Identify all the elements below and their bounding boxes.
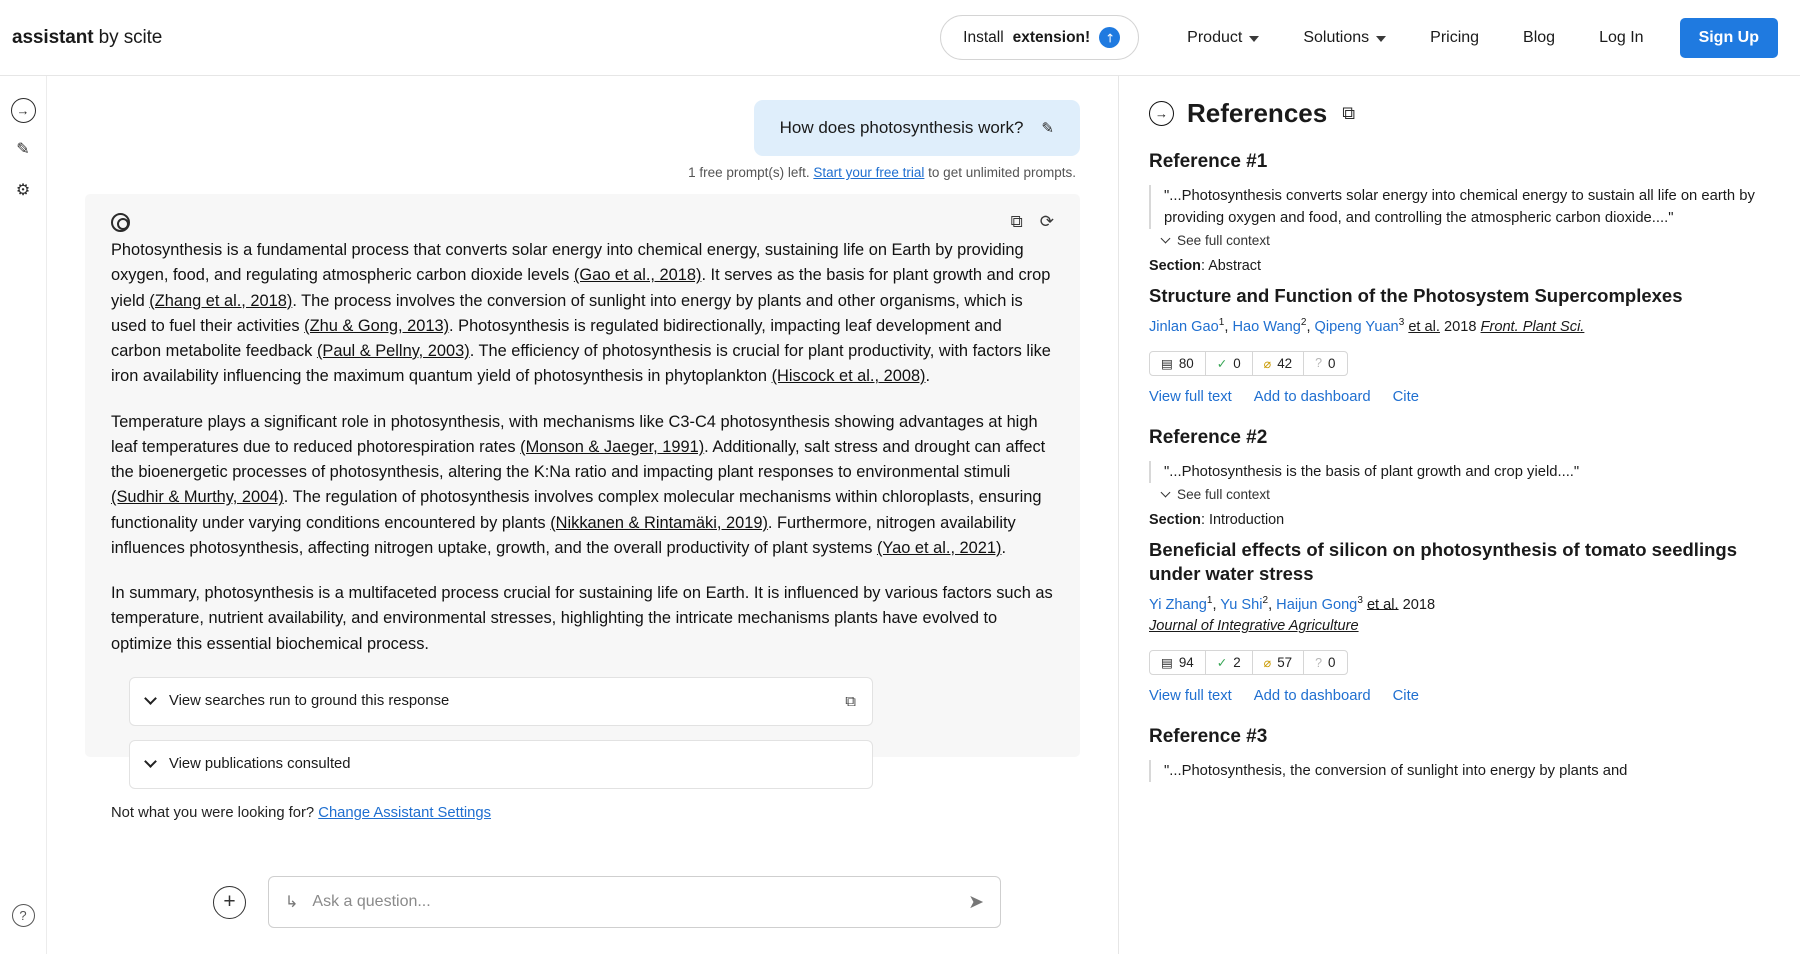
reference-title[interactable]: Beneficial effects of silicon on photosynthesis of tomato seedlings under water stress <box>1149 538 1737 585</box>
metric-contrasting[interactable] <box>1304 352 1346 375</box>
question-input[interactable] <box>310 892 956 912</box>
reference-authors: Yi Zhang$^1$, Yu Shi$^2$, Haijun Gong$^3$ et al. 2018 Journal of Integrative Agriculture <box>1149 594 1436 635</box>
answer-paragraph-2: Temperature plays a significant role in photosynthesis, with mechanisms like C3-C4 photosynthesis showing advantages at high leaf temperatures due to reduced photorespiration rates (Monson & Jaeger, 1991). Additionally, salt stress and drought can affect the bioenergetic processes of photosynthesis, altering the K:Na ratio and impacting plant responses to environmental stimuli (Sudhir & Murthy, 2004). The regulation of photosynthesis involves complex molecular mechanisms within chloroplasts, ensuring functionality under varying conditions encountered by plants (Nikkanen & Rintamäki, 2019). Furthermore, nitrogen availability influences photosynthesis, affecting nitrogen uptake, growth, and the overall productivity of plant systems (Yao et al., 2021). <box>111 412 1046 557</box>
inline-citation[interactable]: (Monson & Jaeger, 1991) <box>520 437 705 456</box>
add-attachment-button[interactable]: + <box>213 886 246 919</box>
view-searches-disclosure[interactable] <box>129 677 873 726</box>
metric-citations[interactable] <box>1150 352 1206 375</box>
reference-actions <box>1149 389 1770 405</box>
chat-column <box>47 76 1118 954</box>
reference-section-label: Section <box>1149 258 1201 275</box>
reference-journal[interactable]: Journal of Integrative Agriculture <box>1149 618 1359 635</box>
reference-section: Section: Abstract <box>1149 258 1261 275</box>
answer-actions <box>1011 212 1054 232</box>
check-circle-icon: ✓ <box>1216 656 1228 671</box>
see-full-context-label: See full context <box>1177 233 1270 249</box>
citation-metrics <box>1149 650 1348 675</box>
see-full-context-toggle[interactable] <box>1149 487 1770 502</box>
copy-answer-icon[interactable]: ⧉ <box>1010 212 1023 231</box>
author-link[interactable]: Yu Shi <box>1220 596 1263 613</box>
reference-label: Reference #2 <box>1149 426 1268 448</box>
nav-item-solutions-label: Solutions <box>1303 28 1370 46</box>
et-al-toggle[interactable]: et al. <box>1408 318 1440 335</box>
answer-paragraph-1: Photosynthesis is a fundamental process that converts solar energy into chemical energy, sustaining life on Earth by providing oxygen, food, and regulating atmospheric carbon dioxide levels (Gao et al., 2018). It serves as the basis for plant growth and crop yield (Zhang et al., 2018). The process involves the conversion of sunlight into energy by plants and other organisms, which is used to fuel their activities (Zhu & Gong, 2013). Photosynthesis is regulated bidirectionally, impacting leaf development and carbon metabolite feedback (Paul & Pellny, 2003). The efficiency of photosynthesis is crucial for plant productivity, with factors like iron availability influencing the maximum quantum yield of photosynthesis in phytoplankton (Hiscock et al., 2008). <box>111 241 1051 386</box>
nav-item-product-label: Product <box>1187 28 1243 46</box>
user-message-text: How does photosynthesis work? <box>779 118 1024 137</box>
nav-item-login[interactable] <box>1577 29 1665 47</box>
inline-citation[interactable]: (Hiscock et al., 2008) <box>771 367 926 386</box>
author-link[interactable]: Hao Wang <box>1232 318 1301 335</box>
inline-citation[interactable]: (Nikkanen & Rintamäki, 2019) <box>550 513 768 532</box>
start-free-trial-link[interactable]: Start your free trial <box>813 165 925 180</box>
reference-label: Reference #3 <box>1149 726 1268 748</box>
view-searches-label: View searches run to ground this response <box>169 693 450 710</box>
left-rail <box>0 76 47 954</box>
free-prompt-notice-post: to get unlimited prompts. <box>924 165 1076 180</box>
settings-gear-icon[interactable]: ⚙ <box>15 182 31 199</box>
collapse-references-icon[interactable]: → <box>1149 101 1174 126</box>
chevron-down-icon <box>144 755 157 768</box>
metric-supporting-value: 0 <box>1233 355 1241 371</box>
reference-year: 2018 <box>1402 596 1436 613</box>
reference-authors: Jinlan Gao$^1$, Hao Wang$^2$, Qipeng Yuan$^3$ et al. 2018 Front. Plant Sci. <box>1149 316 1585 335</box>
nav-item-product[interactable] <box>1165 29 1281 47</box>
view-publications-label: View publications consulted <box>169 756 351 773</box>
answer-body <box>111 238 1054 657</box>
add-to-dashboard-link[interactable]: Add to dashboard <box>1253 688 1371 705</box>
answer-header <box>111 212 1054 232</box>
reference-title[interactable]: Structure and Function of the Photosystem Supercomplexes <box>1149 285 1683 307</box>
composer <box>85 876 1080 928</box>
author-link[interactable]: Haijun Gong <box>1276 596 1358 613</box>
top-navigation-bar <box>0 0 1800 76</box>
reference-section-value: Introduction <box>1208 511 1285 528</box>
inline-citation[interactable]: (Paul & Pellny, 2003) <box>316 342 470 361</box>
signup-button[interactable]: Sign Up <box>1680 18 1778 58</box>
metric-mentioning[interactable] <box>1253 352 1304 375</box>
author-link[interactable]: Yi Zhang <box>1149 596 1207 613</box>
nav-item-blog[interactable] <box>1501 29 1577 47</box>
nav-item-pricing-label: Pricing <box>1430 28 1480 46</box>
change-settings-text: Not what you were looking for? <box>111 804 319 821</box>
metric-citations[interactable] <box>1150 651 1206 674</box>
chevron-down-icon <box>1249 36 1259 42</box>
metric-mentioning[interactable] <box>1253 651 1304 674</box>
view-publications-disclosure[interactable] <box>129 740 873 789</box>
open-searches-external-icon[interactable]: ⧉ <box>845 692 856 710</box>
reference-section-label: Section <box>1149 511 1201 528</box>
install-extension-label-pre: Install <box>963 28 1004 46</box>
answer-paragraph-3: In summary, photosynthesis is a multifaceted process crucial for sustaining life on Earth. It is influenced by various factors such as temperature, nutrient availability, and environmental stresses, highlighting the intricate mechanisms plants have evolved to optimize this essential biochemical process. <box>111 584 1053 653</box>
mentioning-icon: ⌀ <box>1263 356 1272 371</box>
nav-item-solutions[interactable] <box>1281 29 1408 47</box>
references-header <box>1149 98 1770 129</box>
chevron-down-icon <box>144 692 157 705</box>
reference-year: 2018 <box>1444 318 1477 335</box>
help-icon[interactable]: ? <box>12 904 35 927</box>
author-link[interactable]: Qipeng Yuan <box>1314 318 1399 335</box>
assistant-avatar-icon <box>111 213 130 232</box>
metric-supporting[interactable] <box>1206 651 1253 674</box>
metric-contrasting-value: 0 <box>1328 355 1336 371</box>
author-link[interactable]: Jinlan Gao <box>1149 318 1219 335</box>
metric-mentioning-value: 57 <box>1277 655 1293 671</box>
reference-quote: "...Photosynthesis, the conversion of sunlight into energy by plants and <box>1149 760 1770 782</box>
see-full-context-label: See full context <box>1177 486 1270 502</box>
app-shell <box>0 76 1800 954</box>
reference-label: Reference #1 <box>1149 151 1268 172</box>
inline-citation[interactable]: (Zhu & Gong, 2013) <box>304 316 450 335</box>
et-al-toggle[interactable]: et al. <box>1366 596 1399 613</box>
document-icon: ▤ <box>1161 656 1173 671</box>
reference-actions <box>1149 688 1770 704</box>
see-full-context-toggle[interactable] <box>1149 233 1770 248</box>
new-chat-icon[interactable]: ✎ <box>16 141 30 158</box>
edit-message-icon[interactable]: ✎ <box>1041 120 1054 137</box>
reference-quote: "...Photosynthesis is the basis of plant growth and crop yield...." <box>1149 461 1770 483</box>
user-message-bubble <box>754 100 1080 156</box>
document-icon: ▤ <box>1161 356 1173 371</box>
chevron-down-icon <box>1161 487 1171 497</box>
nav-item-pricing[interactable] <box>1408 29 1501 47</box>
inline-citation[interactable]: (Sudhir & Murthy, 2004) <box>111 488 284 507</box>
metric-citations-value: 94 <box>1178 655 1194 671</box>
change-assistant-settings-link[interactable]: Change Assistant Settings <box>318 804 492 821</box>
brand-logo[interactable] <box>12 27 162 49</box>
reference-item <box>1149 427 1770 705</box>
citation-metrics <box>1149 351 1348 376</box>
metric-contrasting-value: 0 <box>1328 655 1336 671</box>
regenerate-answer-icon[interactable]: ⟳ <box>1039 212 1054 231</box>
free-prompt-notice-pre: 1 free prompt(s) left. <box>688 165 814 180</box>
metric-supporting[interactable] <box>1206 352 1253 375</box>
author-affiliation: 3 <box>1357 594 1363 606</box>
free-prompt-notice <box>85 165 1080 180</box>
nav-right-group <box>940 15 1778 60</box>
nav-item-blog-label: Blog <box>1523 28 1556 46</box>
reference-quote: "...Photosynthesis converts solar energy into chemical energy to sustain all life on earth by providing oxygen and food, and controlling the atmospheric carbon dioxide...." <box>1149 185 1770 229</box>
metric-mentioning-value: 42 <box>1277 355 1293 371</box>
references-panel <box>1118 76 1800 954</box>
assistant-answer-card <box>85 194 1080 821</box>
return-arrow-icon: ↳ <box>285 894 299 911</box>
reference-journal[interactable]: Front. Plant Sci. <box>1480 318 1585 335</box>
chevron-down-icon <box>1376 36 1386 42</box>
copy-references-icon[interactable]: ⧉ <box>1342 103 1356 123</box>
inline-citation[interactable]: (Zhang et al., 2018) <box>149 291 293 310</box>
view-full-text-link[interactable]: View full text <box>1149 388 1232 405</box>
change-settings-row <box>111 805 1054 821</box>
install-extension-label-bold: extension! <box>1012 28 1091 46</box>
expand-sidebar-icon[interactable]: → <box>11 98 36 123</box>
cite-link[interactable]: Cite <box>1392 388 1419 405</box>
view-full-text-link[interactable]: View full text <box>1149 688 1232 705</box>
metric-citations-value: 80 <box>1178 355 1194 371</box>
reference-section: Section: Introduction <box>1149 511 1285 528</box>
user-message-row <box>85 76 1080 156</box>
author-affiliation: 2 <box>1300 316 1307 328</box>
question-input-wrapper[interactable] <box>268 876 1001 928</box>
metric-contrasting[interactable] <box>1304 651 1346 674</box>
brand-rest: by scite <box>93 26 163 48</box>
add-to-dashboard-link[interactable]: Add to dashboard <box>1253 388 1371 405</box>
question-circle-icon: ? <box>1315 356 1323 371</box>
nav-item-login-label: Log In <box>1599 28 1644 46</box>
chevron-down-icon <box>1161 234 1171 244</box>
inline-citation[interactable]: (Gao et al., 2018) <box>573 266 702 285</box>
metric-supporting-value: 2 <box>1233 655 1241 671</box>
reference-item <box>1149 726 1770 782</box>
references-title: References <box>1187 98 1328 128</box>
author-affiliation: 1 <box>1218 316 1225 328</box>
author-affiliation: 1 <box>1206 594 1213 606</box>
reference-item <box>1149 151 1770 405</box>
author-affiliation: 3 <box>1398 316 1405 328</box>
check-circle-icon: ✓ <box>1216 356 1228 371</box>
mentioning-icon: ⌀ <box>1263 656 1272 671</box>
external-link-arrow-icon: ↗ <box>1095 23 1125 53</box>
reference-section-value: Abstract <box>1208 258 1261 275</box>
author-affiliation: 2 <box>1262 594 1269 606</box>
question-circle-icon: ? <box>1315 655 1323 670</box>
cite-link[interactable]: Cite <box>1392 688 1419 705</box>
brand-bold: assistant <box>12 26 94 48</box>
install-extension-button[interactable] <box>940 15 1139 60</box>
inline-citation[interactable]: (Yao et al., 2021) <box>876 538 1002 557</box>
send-icon[interactable]: ➤ <box>968 891 984 913</box>
